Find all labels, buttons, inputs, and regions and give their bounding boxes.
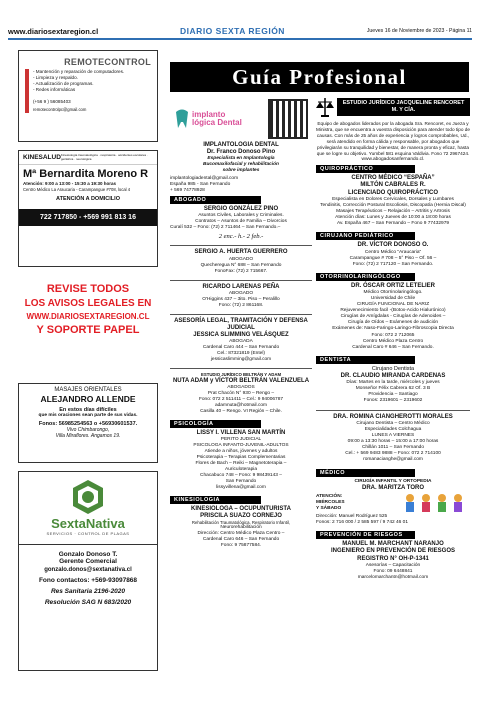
masajes-name: ALEJANDRO ALLENDE <box>40 394 136 404</box>
listing-line: Exámenes de: Naso-Faringo-Laringo-Fibroscopia Directa <box>332 326 454 332</box>
category-prevencion: PREVENCIÓN DE RIESGOS <box>316 531 415 539</box>
page-title: Guía Profesional <box>170 62 469 92</box>
listing-name: ASESORÍA LEGAL, TRAMITACIÓN Y DEFENSA JUDICIAL <box>174 317 308 331</box>
listing-name: INGENIERO EN PREVENCIÓN DE RIESGOS <box>330 548 456 555</box>
listing-line: Fono: (72) 2 717120 – San Fernando. <box>352 261 434 267</box>
listing-line: Dirección: Manuel Rodríguez 525 <box>316 513 388 519</box>
listing-line: Fono: 072 2 712065 <box>371 332 415 338</box>
listing-milton-cabrales <box>316 175 470 227</box>
listing-manuel-marchant <box>316 541 470 581</box>
listing-line: Psicoterapia – Terapias Complementarias <box>196 454 286 460</box>
listing-line: Cel.: 87321819 (Entel) <box>217 351 265 357</box>
listing-ricardo-larenas <box>170 284 312 309</box>
implanto-spec-2: Bucomaxilofacial y rehabilitación <box>203 162 279 168</box>
masajes-addr-2: Villa Miraflores. Angamos 19. <box>55 433 121 439</box>
listing-victor-donoso <box>316 242 470 267</box>
accent-stripe <box>25 69 29 113</box>
listing-line: Quecheregua N° 688 – San Fernando <box>200 262 282 268</box>
sextanativa-tagline: SERVICIOS · CONTROL DE PLAGAS <box>46 531 130 536</box>
listing-firm: ESTUDIO JURÍDICO BELTRÁN Y ADAM <box>200 372 282 378</box>
listing-name: NUTA ADAM y VÍCTOR BELTRÁN VALENZUELA <box>172 377 310 384</box>
divider <box>316 410 470 411</box>
listing-line: Cardenal Caro 444 – San Fernando <box>202 345 280 351</box>
sextanativa-brand: SextaNativa <box>51 516 125 531</box>
listing-name: SERGIO GONZÁLEZ PINO <box>203 206 279 213</box>
listing-email[interactable]: lissyvillena@gmail.com <box>216 484 266 490</box>
remotecontrol-ad <box>18 50 158 142</box>
listing-line: ABOGADO <box>228 290 254 296</box>
service-3: - Actualización de programas. <box>33 80 94 86</box>
listing-sergio-huerta <box>170 249 312 274</box>
listing-email[interactable]: jessicaslimming@gmail.com <box>210 357 272 363</box>
service-2: - Limpieza y respaldo. <box>33 74 78 80</box>
estudio-web[interactable]: www.abogadosanfernando.cl. <box>361 157 425 163</box>
listing-line: Centro Médico Plaza Centro <box>362 338 424 344</box>
qr-code-icon[interactable] <box>268 99 308 139</box>
listing-line: Fono: 072 2 511411 – Cel.: 9 94006787 <box>198 396 284 402</box>
listing-line: Atiende a niños, jóvenes y adultos <box>204 448 278 454</box>
listing-line: Chacabuco 748 – Fono: 9 98439143 – <box>200 472 282 478</box>
header-url[interactable]: www.diariosextaregion.cl <box>8 26 99 36</box>
implanto-doctor: Dr. Franco Donoso Pino <box>206 149 276 156</box>
listing-line: Asesorías – Capacitación <box>365 562 421 568</box>
estudio-rencoret <box>316 96 470 163</box>
header-section: DIARIO SEXTA REGIÓN <box>180 26 285 36</box>
listing-line: Fono: 09 6448841 <box>373 568 413 574</box>
listing-line: ABOGADA <box>229 339 253 345</box>
divider <box>170 280 312 281</box>
implanto-spec-1: Especialista en Implantología <box>207 156 275 162</box>
listing-line: ABOGADO <box>228 256 254 262</box>
kinesalud-address: Centro Médico La Araucaria - Carampangue #708, local 4 <box>23 186 131 192</box>
listing-claudio-miranda <box>316 366 470 405</box>
listing-line: Providencia – Santiago <box>368 392 418 398</box>
listing-line: Casilla 40 – Rengo. VI Región – Chile. <box>200 408 282 414</box>
implanto-email[interactable]: implantologiadental@gmail.com <box>170 176 239 182</box>
listing-line: Rejuvenecimiento facil -(Botox-Acido Hialurónico) <box>340 308 446 314</box>
page-header <box>8 24 472 40</box>
left-ads-column <box>18 50 158 679</box>
listing-line: CIRUGÍA FUNCIONAL DE NARIZ <box>356 301 430 307</box>
scales-icon <box>316 96 334 118</box>
listing-name: RICARDO LARENAS PEÑA <box>202 283 280 290</box>
listing-line: Fonos: 2319601 – 2319602 <box>363 398 423 404</box>
sextanativa-logo-icon <box>68 478 108 516</box>
listing-line: LUNES A VIERNES <box>371 432 415 438</box>
listing-line: Tendinitis, Corrección Postural Escoliosis, Discopatía (Hernia Discal) <box>320 202 466 208</box>
listing-line: Cel.: + 569 9483 9888 – Fono: 072 2 714100 <box>345 451 441 457</box>
listing-name: SERGIO A. HUERTA GUERRERO <box>194 249 288 256</box>
listing-line: Monseñor Félix Cabrera 62 Of. 3 B <box>355 386 431 392</box>
listing-line: Neurorehabilitación <box>220 525 262 531</box>
listing-line: Cardenal Caro # 646 – San Fernando. <box>352 344 434 350</box>
listing-line: Contratos – Asuntos de Familia – Divorcios <box>195 219 287 225</box>
listing-line: MIÉRCOLES <box>316 499 345 505</box>
handwritten-note: 2 enc.- h.- 2 feb.- <box>218 233 264 241</box>
listing-email[interactable]: romanacianghe@gmail.com <box>363 457 423 463</box>
divider <box>170 368 312 369</box>
listing-maritza-toro <box>316 479 470 527</box>
contact-phone[interactable]: Fono contactos: +569-93097868 <box>38 577 138 584</box>
listing-line: Fono: 9 75877584. <box>220 543 262 549</box>
listing-beltran-adam <box>170 372 312 414</box>
listing-line: Prat Chacón N° 930 – Rengo – <box>207 390 275 396</box>
listing-line: Asuntos Civiles, Laborales y Criminales. <box>198 213 284 219</box>
listing-line: Auriculoterapia <box>225 466 257 472</box>
listing-line: Días: Martes en la tarde, miércoles y jueves <box>346 380 440 386</box>
children-illustration-icon <box>400 492 470 514</box>
listing-sergio-gonzalez <box>170 206 312 240</box>
category-abogado: ABOGADO <box>170 196 261 204</box>
sag-resolution: Resolución SAG N 683/2020 <box>44 599 132 606</box>
listing-line: ATENCIÓN: <box>316 493 343 499</box>
listing-name: CENTRO MÉDICO “ESPAÑA” <box>351 175 435 182</box>
listing-line: Universidad de Chile <box>370 295 416 301</box>
estudio-body: Equipo de abogados liderados por la abogada Sra. Rencoret, ex Jueza y Ministra, que se encuentra a vuestra disposición para atender todo tipo de causas. Con más de 25 años de experiencia y logros comprobables, Ud., será atendido en forma cálida y responsable, por abogados que privilegiarán su tranquilidad y bienestar, de manera pronta y eficaz, hasta que se logre su objetivo. Yumbel 581 esquina Valdivia. Fono 72 2967424. <box>316 121 471 157</box>
masajes-phones[interactable]: Fonos: 56985254563 o +56930601537. <box>38 421 138 427</box>
revise-avisos-ad[interactable] <box>18 275 158 375</box>
listing-priscila-suazo <box>170 506 312 550</box>
category-kinesiologia: KINESIOLOGIA <box>170 496 261 504</box>
service-1: - Mantención y reparación de computadores. <box>33 69 125 74</box>
implanto-address: España 985 - San Fernando <box>170 182 231 188</box>
listing-line: PSICOLOGA INFANTO-JUVENIL-ADULTOS <box>193 442 289 448</box>
listing-line: Av. España 467 – San Fernando – Fono 9 77432979 <box>336 221 450 227</box>
remotecontrol-email: remotecontrolpc@gmail.com <box>33 107 87 113</box>
listing-name: REGISTRO N° OH-P-1341 <box>357 555 429 562</box>
header-date: Jueves 16 de Noviembre de 2023 - Página 11 <box>366 28 472 34</box>
listing-oscar-ortiz <box>316 283 470 351</box>
listing-line: Chillán 1011 – San Fernando <box>361 445 425 451</box>
category-quiropractico: QUIROPRÁCTICO <box>316 165 415 173</box>
category-dentista: DENTISTA <box>316 356 415 364</box>
listing-line: San Fernando <box>225 478 257 484</box>
contact-person: Gonzalo Donoso T. <box>58 551 118 558</box>
remotecontrol-logo: REMOTECONTROL <box>64 57 151 67</box>
listing-line: Cirugía de Oídos – Exámenes de audición <box>347 320 439 326</box>
directory-column-2 <box>170 96 312 554</box>
listing-name: DRA. MARITZA TORO <box>362 484 424 491</box>
listing-line: ABOGADOS <box>227 384 255 390</box>
divider <box>170 314 312 315</box>
listing-line: Cirujano Dentista – Centro Médico <box>356 420 430 426</box>
listing-name: DR. ÓSCAR ORTIZ LETELIER <box>351 282 435 289</box>
home-service: ATENCIÓN A DOMICILIO <box>56 196 120 203</box>
listing-line: Cirujano Dentista <box>371 365 415 372</box>
listing-line: Fonos: 2 716 000 / 2 585 597 / 9 742 46 01 <box>316 520 409 526</box>
implanto-title: IMPLANTOLOGIA DENTAL <box>203 142 279 148</box>
listing-line: Especialista en Dolores Cervicales, Dorsales y Lumbares <box>332 196 454 202</box>
tooth-icon <box>174 108 190 130</box>
implanto-logo-text: implanto lógica Dental <box>192 110 242 127</box>
listing-line: Curalí 532 – Fono: (72) 2 711464 – San Fernando.– <box>170 225 281 231</box>
contact-role: Gerente Comercial <box>59 558 117 565</box>
listing-line: CIRUGÍA INFANTIL Y ORTOPEDIA <box>354 478 432 484</box>
revise-line-2: LOS AVISOS LEGALES EN <box>24 298 152 309</box>
kinesalud-hours: Atención: 9:00 a 13:00 - 15:30 a 19:30 horas <box>23 181 117 187</box>
listing-line: PERITO JUDICIAL <box>220 436 262 442</box>
listing-line: Cirugías de Amígdalas - Cirugías de Adenoides – <box>340 314 446 320</box>
listing-line: Fono: (72) 2 861168. <box>218 302 264 308</box>
listing-email[interactable]: marcelomarchantn@hotmail.com <box>357 574 429 580</box>
estudio-title: ESTUDIO JURÍDICO JACQUELINE RENCORET M. Y CÍA. <box>337 98 470 115</box>
remotecontrol-phone: (+56 9 ) 56085403 <box>33 98 71 104</box>
listing-line: Atención días: Lunes y Jueves de 10:00 a 18:00 horas <box>335 215 451 221</box>
implanto-logo <box>174 108 242 130</box>
category-psicologia: PSICOLOGÍA <box>170 420 261 428</box>
masajes-line-2: que mis oraciones sean parte de sus vidas. <box>38 413 138 418</box>
listing-line: O'Higgins 437 – 3ito. Piso – Peralillo <box>202 296 280 302</box>
listing-line: Médico Otorrinolaringólogo. <box>363 289 423 295</box>
kinesalud-logo: KINESALUD <box>23 154 61 162</box>
category-otorrinolaringologo: OTORRINOLARINGÓLOGO <box>316 273 415 281</box>
listing-name: MANUEL M. MARCHANT NARANJO <box>342 541 444 548</box>
listing-line: 09:00 a 13:30 horas – 15:00 a 17:00 horas <box>347 439 439 445</box>
listing-line: FonoFax: (72) 2 715667. <box>214 268 268 274</box>
divider <box>170 245 312 246</box>
listing-name: DR. CLAUDIO MIRANDA CARDENAS <box>340 372 446 379</box>
masajes-title: MASAJES ORIENTALES <box>54 387 122 393</box>
service-4: - Redes informáticas <box>33 86 76 92</box>
listing-line: Especialidades Colchagua <box>364 426 422 432</box>
listing-line: Flores de Bach – Reiki – Magnetoterapia – <box>195 460 287 466</box>
listing-name: DR. VÍCTOR DONOSO O. <box>357 242 429 249</box>
listing-line: Masajes Terapéuticos – Relajación – Artritis y Artrosis <box>336 209 450 215</box>
category-medico: MÉDICO <box>316 469 415 477</box>
listing-name: KINESIOLOGA – OCUPUNTURISTA <box>190 505 291 512</box>
revise-line-4: Y SOPORTE PAPEL <box>36 324 140 336</box>
listing-line: Rehabilitación Traumatológica, Respiratorio Infantil, <box>191 520 291 526</box>
listing-line: Cardenal Caro 646 – San Fernando <box>202 537 280 543</box>
revise-line-1: REVISE TODOS <box>46 283 130 295</box>
listing-jessica-slimming <box>170 318 312 364</box>
listing-name: DRA. ROMINA CIANGHEROTTI MORALES <box>333 413 453 420</box>
listing-line: Y SÁBADO <box>316 505 342 511</box>
implanto-phone: + 569 74778928 <box>170 188 205 194</box>
revise-line-3: WWW.DIARIOSEXTAREGION.CL <box>26 312 150 321</box>
masajes-addr-1: Vivo Chimbarongo, <box>66 427 110 433</box>
listing-romina-cianghe <box>316 414 470 464</box>
kinesalud-tagline: Kinesiología traumatológica · respiratoria · accidentes escolares · geriátrica · neurológica <box>60 153 148 161</box>
listing-line: Centro Médico “Araucaria” <box>364 249 422 255</box>
contact-email[interactable]: gonzalo.donos@sextanativa.cl <box>44 567 132 573</box>
kinesiologist-name: Mª Bernardita Moreno R <box>23 168 149 181</box>
listing-email[interactable]: adamnuta@hotmail.com <box>214 402 268 408</box>
listing-line: Dirección: Centro Médico Plaza Centro – <box>197 531 285 537</box>
listing-name: JESSICA SLIMMING VELÁSQUEZ <box>193 332 289 339</box>
category-cirujano-pediatrico: CIRUJANO PEDIÁTRICO <box>316 232 415 240</box>
masajes-ad <box>18 383 158 463</box>
listing-lissy-villena <box>170 430 312 491</box>
listing-name: PRISCILA SUAZO CORNEJO <box>200 512 282 519</box>
listing-name: MILTÓN CABRALES R. <box>360 182 426 189</box>
kinesalud-ad <box>18 150 158 267</box>
listing-name: LISSY I. VILLENA SAN MARTÍN <box>196 429 286 436</box>
kinesalud-phones[interactable]: 722 717850 - +569 991 813 16 <box>19 209 157 226</box>
implanto-ad <box>170 96 312 142</box>
masajes-line-1: En estos días difíciles <box>59 407 117 413</box>
sextanativa-ad <box>18 471 158 671</box>
implanto-spec-3: sobre implantes <box>222 168 260 174</box>
listing-line: Carampangue # 708 – 5° Piso – Of. 56 – <box>349 255 437 261</box>
directory-column-3 <box>316 96 470 586</box>
sanitary-resolution: Res Sanitaria 2196-2020 <box>50 588 126 595</box>
listing-name: LICENCIADO QUIROPRÁCTICO <box>348 189 438 196</box>
